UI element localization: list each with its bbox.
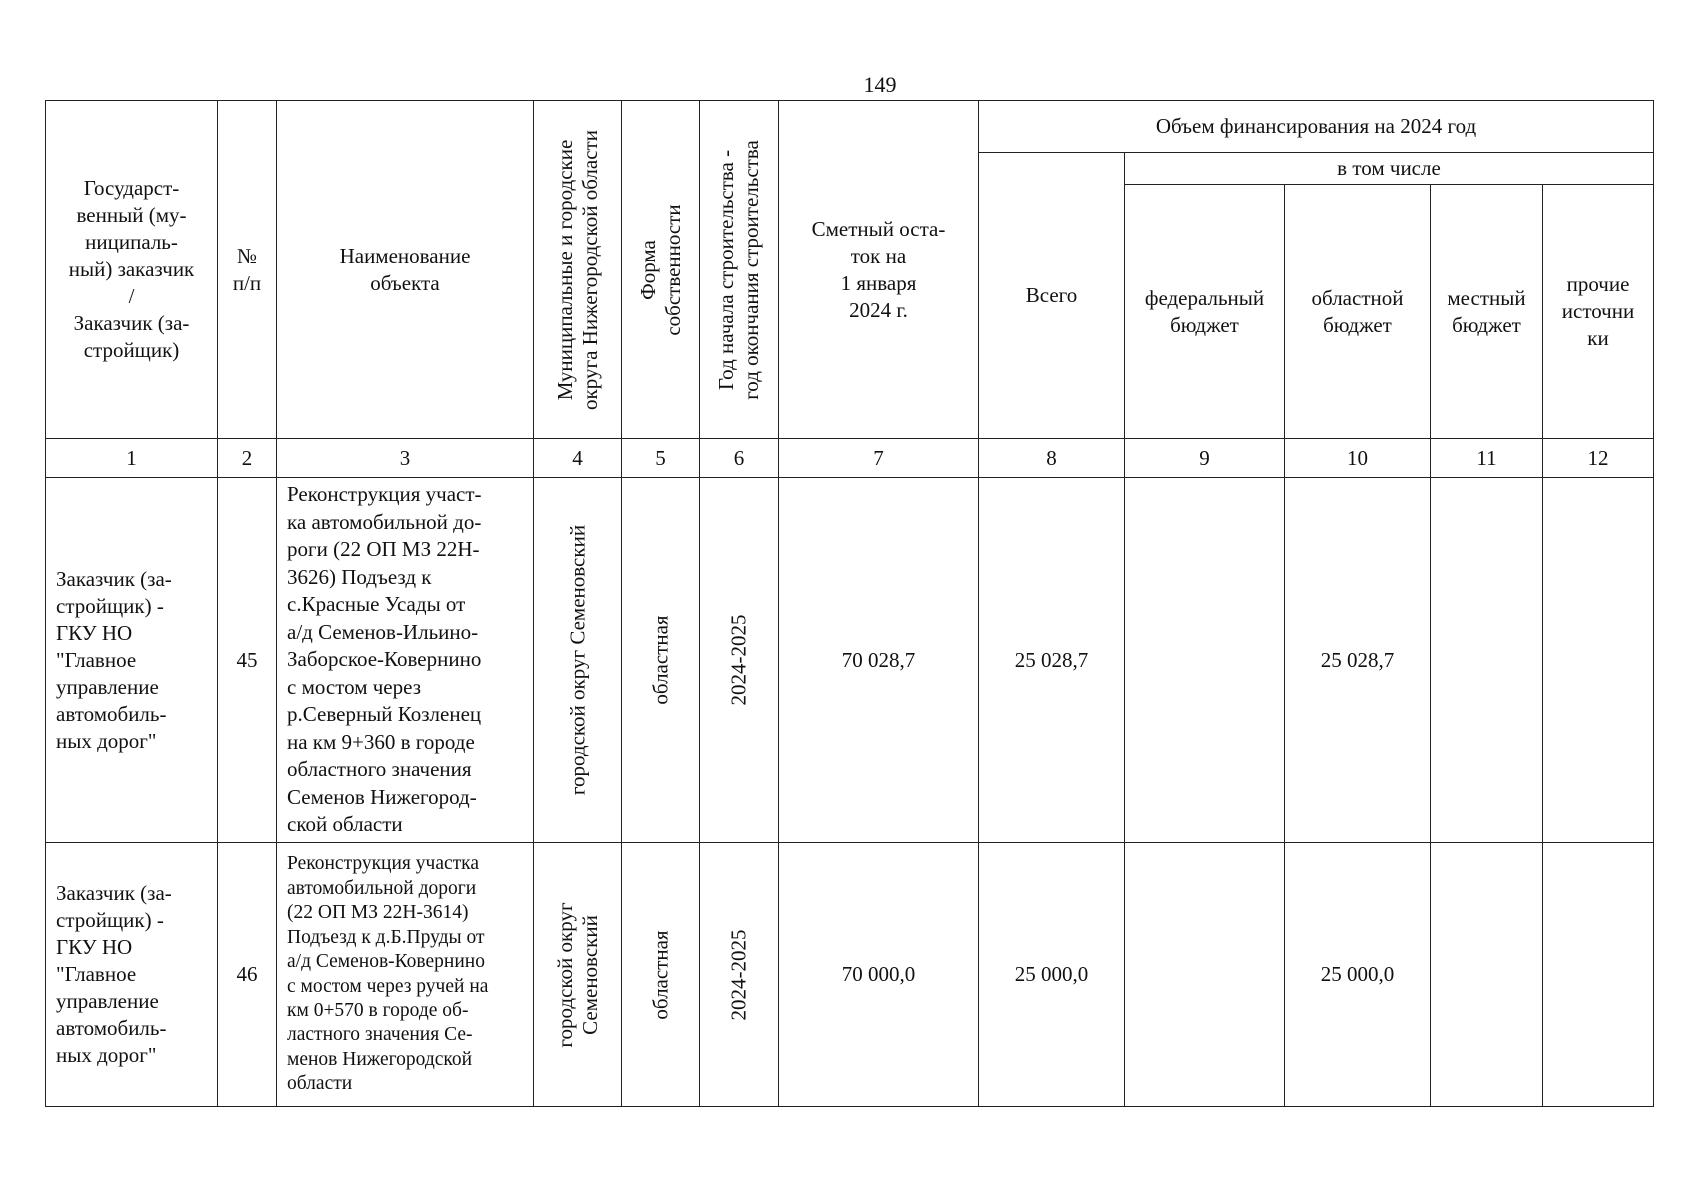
regional-cell: 25 000,0 bbox=[1285, 843, 1431, 1107]
estimate-cell: 70 000,0 bbox=[779, 843, 979, 1107]
customer-cell: Заказчик (за- стройщик) - ГКУ НО "Главное управление автомобиль- ных дорог" bbox=[46, 843, 218, 1107]
column-numbers-row bbox=[46, 439, 1654, 478]
header-regional-budget: областной бюджет bbox=[1285, 185, 1431, 439]
header-customer: Государст- венный (му- ниципаль- ный) заказчик / Заказчик (за- стройщик) bbox=[46, 101, 218, 439]
column-number: 3 bbox=[277, 439, 534, 478]
header-object-name: Наименование объекта bbox=[277, 101, 534, 439]
header-other-sources: прочие источни ки bbox=[1543, 185, 1654, 439]
regional-cell: 25 028,7 bbox=[1285, 478, 1431, 843]
column-number: 11 bbox=[1431, 439, 1543, 478]
header-total: Всего bbox=[979, 153, 1125, 439]
estimate-cell: 70 028,7 bbox=[779, 478, 979, 843]
page-number: 149 bbox=[863, 72, 897, 97]
table-row bbox=[46, 478, 1654, 843]
table-row bbox=[46, 843, 1654, 1107]
investment-program-table bbox=[45, 100, 1654, 1107]
header-financing: Объем финансирования на 2024 год bbox=[979, 101, 1654, 153]
years-cell: 2024-2025 bbox=[700, 478, 779, 843]
header-ownership: Форма собственности bbox=[622, 101, 700, 439]
header-including: в том числе bbox=[1125, 153, 1654, 185]
total-cell: 25 028,7 bbox=[979, 478, 1125, 843]
customer-cell: Заказчик (за- стройщик) - ГКУ НО "Главное управление автомобиль- ных дорог" bbox=[46, 478, 218, 843]
row-number-cell: 46 bbox=[218, 843, 277, 1107]
total-cell: 25 000,0 bbox=[979, 843, 1125, 1107]
row-number-cell: 45 bbox=[218, 478, 277, 843]
column-number: 10 bbox=[1285, 439, 1431, 478]
municipality-cell: городской округ Семеновский bbox=[534, 843, 622, 1107]
other-cell bbox=[1543, 478, 1654, 843]
ownership-cell: областная bbox=[622, 843, 700, 1107]
header-federal-budget: федеральный бюджет bbox=[1125, 185, 1285, 439]
header-municipality: Муниципальные и городские округа Нижегородской области bbox=[534, 101, 622, 439]
column-number: 7 bbox=[779, 439, 979, 478]
years-cell: 2024-2025 bbox=[700, 843, 779, 1107]
ownership-cell: областная bbox=[622, 478, 700, 843]
column-number: 5 bbox=[622, 439, 700, 478]
column-number: 9 bbox=[1125, 439, 1285, 478]
local-cell bbox=[1431, 478, 1543, 843]
other-cell bbox=[1543, 843, 1654, 1107]
header-local-budget: местный бюджет bbox=[1431, 185, 1543, 439]
header-construction-years: Год начала строительства - год окончания строительства bbox=[700, 101, 779, 439]
local-cell bbox=[1431, 843, 1543, 1107]
header-estimate-balance: Сметный оста- ток на 1 января 2024 г. bbox=[779, 101, 979, 439]
column-number: 1 bbox=[46, 439, 218, 478]
municipality-cell: городской округ Семеновский bbox=[534, 478, 622, 843]
column-number: 8 bbox=[979, 439, 1125, 478]
column-number: 6 bbox=[700, 439, 779, 478]
header-number: № п/п bbox=[218, 101, 277, 439]
federal-cell bbox=[1125, 478, 1285, 843]
object-name-cell: Реконструкция участ- ка автомобильной до- роги (22 ОП МЗ 22Н- 3626) Подъезд к с.Красные Усады от а/д Семенов-Ильино- Заборское-Ковернино с мостом через р.Северный Козленец на км 9+360 в городе областного значения Семенов Нижегород- ской области bbox=[277, 478, 534, 843]
column-number: 4 bbox=[534, 439, 622, 478]
column-number: 2 bbox=[218, 439, 277, 478]
column-number: 12 bbox=[1543, 439, 1654, 478]
federal-cell bbox=[1125, 843, 1285, 1107]
object-name-cell: Реконструкция участка автомобильной дороги (22 ОП МЗ 22Н-3614) Подъезд к д.Б.Пруды от а/д Семенов-Ковернино с мостом через ручей на км 0+570 в городе об- ластного значения Се- менов Нижегородской области bbox=[277, 843, 534, 1107]
